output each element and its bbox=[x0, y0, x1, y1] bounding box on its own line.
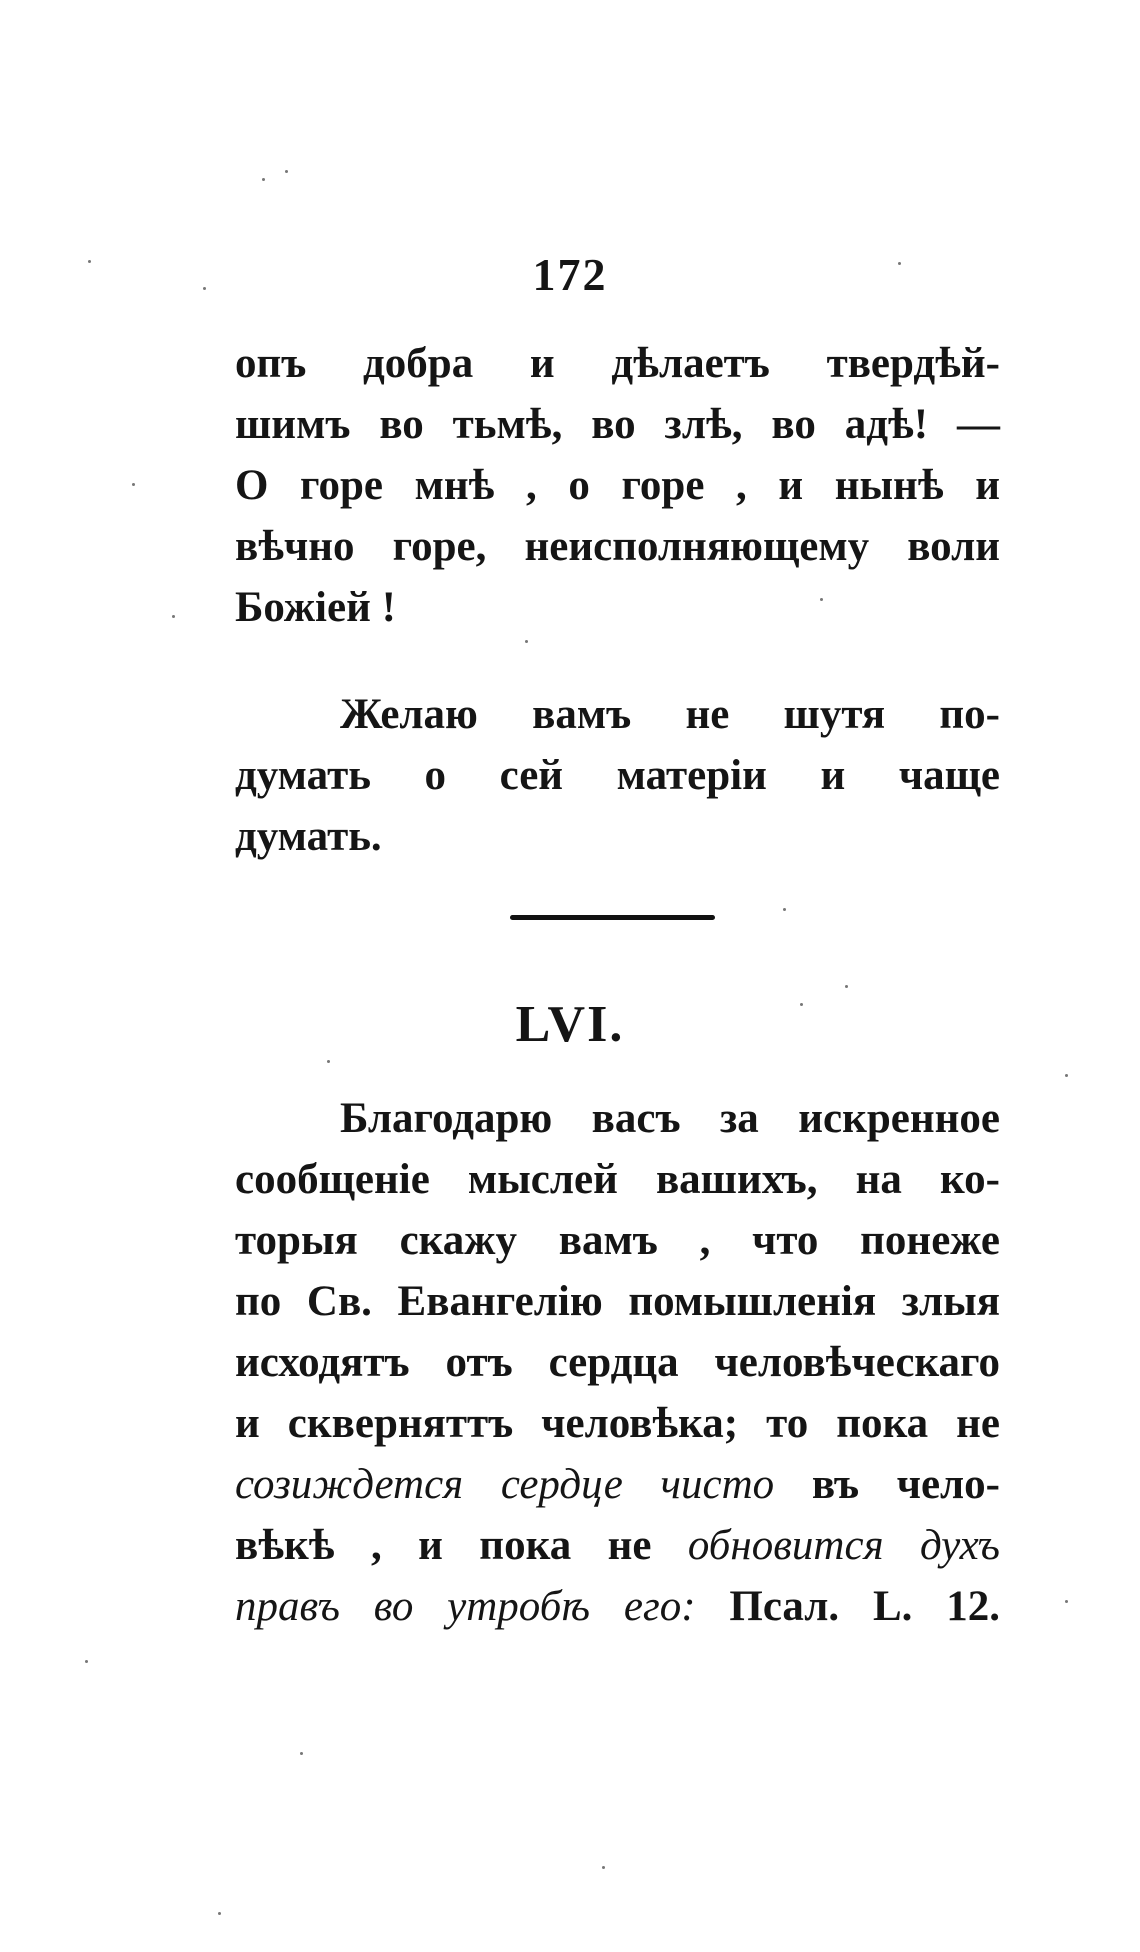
scan-speck bbox=[800, 1003, 803, 1006]
scan-speck bbox=[898, 262, 901, 265]
text-line: думать. bbox=[235, 813, 382, 860]
scan-speck bbox=[845, 985, 848, 988]
text-line: исходятъ отъ сердца человѣческаго bbox=[235, 1339, 1000, 1386]
text-line: думать о сей матерiи и чаще bbox=[235, 752, 1000, 799]
text-line: опъ добра и дѣлаетъ твердѣй- bbox=[235, 340, 1000, 387]
scan-speck bbox=[300, 1752, 303, 1755]
scan-speck bbox=[525, 640, 528, 643]
text-line-mixed bbox=[235, 1515, 1000, 1576]
italic-phrase: правъ во утробѣ его: bbox=[235, 1583, 696, 1630]
scan-speck bbox=[172, 615, 175, 618]
scan-speck bbox=[218, 1912, 221, 1915]
scan-speck bbox=[327, 1060, 330, 1063]
text-line: Благодарю васъ за искренное bbox=[340, 1095, 1000, 1142]
text-phrase: Псал. L. 12. bbox=[729, 1583, 1001, 1630]
text-line: О горе мнѣ , о горе , и нынѣ и bbox=[235, 462, 1000, 509]
text-line: сообщенiе мыслей вашихъ, на ко- bbox=[235, 1156, 1000, 1203]
text-line: торыя скажу вамъ , что понеже bbox=[235, 1217, 1000, 1264]
section-title: LVI. bbox=[515, 996, 625, 1053]
scan-speck bbox=[602, 1866, 605, 1869]
text-line: Божiей ! bbox=[235, 584, 396, 631]
italic-phrase: обновится духъ bbox=[687, 1522, 1000, 1569]
text-line-mixed bbox=[235, 1576, 1000, 1637]
paragraph-letter bbox=[235, 1088, 1000, 1637]
scan-speck bbox=[203, 287, 206, 290]
text-phrase: вѣкѣ , и пока не bbox=[235, 1522, 652, 1569]
page-number: 172 bbox=[532, 249, 608, 300]
scan-speck bbox=[1065, 1074, 1068, 1077]
text-line: по Св. Евангелiю помышленiя злыя bbox=[235, 1278, 1000, 1325]
paragraph-wish bbox=[235, 684, 1000, 867]
text-line-mixed bbox=[235, 1454, 1000, 1515]
scan-speck bbox=[85, 1660, 88, 1663]
paragraph-continuation bbox=[235, 333, 1000, 638]
scan-speck bbox=[132, 483, 135, 486]
scan-speck bbox=[285, 170, 288, 173]
text-line: Желаю вамъ не шутя по- bbox=[340, 691, 1000, 738]
text-line: шимъ во тьмѣ, во злѣ, во адѣ! — bbox=[235, 401, 1000, 448]
scan-speck bbox=[262, 178, 265, 181]
section-divider bbox=[510, 915, 715, 920]
scan-speck bbox=[1065, 1600, 1068, 1603]
italic-phrase: созиждется сердце чисто bbox=[235, 1461, 775, 1508]
scan-speck bbox=[88, 260, 91, 263]
scan-speck bbox=[820, 598, 823, 601]
text-line: вѣчно горе, неисполняющему воли bbox=[235, 523, 1000, 570]
text-phrase: въ чело- bbox=[811, 1461, 1000, 1508]
scan-speck bbox=[783, 908, 786, 911]
text-line: и скверняттъ человѣка; то пока не bbox=[235, 1400, 1000, 1447]
